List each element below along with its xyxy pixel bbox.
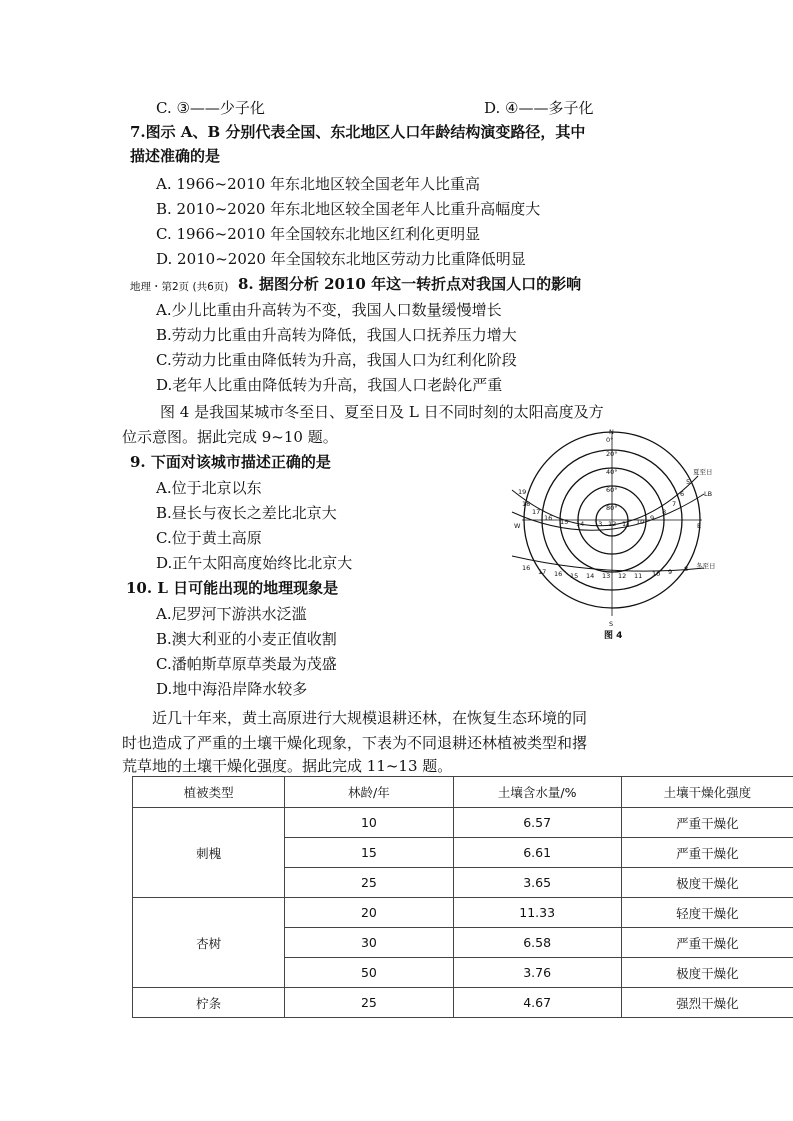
hour-label: 8 bbox=[662, 508, 667, 516]
moisture-cell: 3.65 bbox=[453, 868, 621, 898]
hour-label: 16 bbox=[522, 564, 531, 572]
vegetation-type-cell: 柠条 bbox=[133, 988, 285, 1018]
q10-stem: 10. L 日可能出现的地理现象是 bbox=[126, 579, 339, 597]
age-cell: 30 bbox=[285, 928, 453, 958]
q10-option-d: D.地中海沿岸降水较多 bbox=[156, 680, 308, 698]
q8-option-a: A.少儿比重由升高转为不变，我国人口数量缓慢增长 bbox=[156, 301, 502, 319]
hour-label: 15 bbox=[570, 572, 579, 580]
moisture-cell: 11.33 bbox=[453, 898, 621, 928]
age-cell: 50 bbox=[285, 958, 453, 988]
header-drying-intensity: 土壤干燥化强度 bbox=[621, 777, 793, 808]
moisture-cell: 6.57 bbox=[453, 808, 621, 838]
hour-label: 12 bbox=[608, 520, 617, 528]
hour-label: 5 bbox=[686, 478, 691, 486]
hour-label: 9 bbox=[668, 568, 673, 576]
q6-option-c: C. ③——少子化 bbox=[156, 99, 265, 117]
hour-label: 7 bbox=[672, 500, 677, 508]
q9-stem: 9. 下面对该城市描述正确的是 bbox=[130, 453, 331, 471]
moisture-cell: 6.61 bbox=[453, 838, 621, 868]
altitude-label-80: 80° bbox=[606, 504, 618, 512]
hour-label: 14 bbox=[576, 520, 585, 528]
q9-option-a: A.位于北京以东 bbox=[156, 479, 262, 497]
altitude-label-0: 0° bbox=[606, 436, 614, 444]
q10-option-a: A.尼罗河下游洪水泛滥 bbox=[156, 605, 307, 623]
altitude-label-40: 40° bbox=[606, 468, 618, 476]
q7-option-a: A. 1966~2010 年东北地区较全国老年人比重高 bbox=[156, 175, 481, 193]
east-label: E bbox=[697, 522, 702, 530]
winter-solstice-label: 冬至日 bbox=[696, 562, 716, 570]
intensity-cell: 严重干燥化 bbox=[621, 928, 793, 958]
hour-label: 17 bbox=[532, 508, 541, 516]
l-day-label: LB bbox=[704, 490, 713, 498]
table-row bbox=[133, 808, 793, 838]
hour-label: 11 bbox=[634, 572, 643, 580]
age-cell: 20 bbox=[285, 898, 453, 928]
hour-label: 16 bbox=[554, 570, 563, 578]
hour-label: 6 bbox=[680, 490, 685, 498]
vegetation-type-cell: 杏树 bbox=[133, 898, 285, 988]
age-cell: 10 bbox=[285, 808, 453, 838]
hour-label: 14 bbox=[586, 572, 595, 580]
q10-option-c: C.潘帕斯草原草类最为茂盛 bbox=[156, 655, 337, 673]
hour-label: 12 bbox=[618, 572, 627, 580]
altitude-label-60: 60° bbox=[606, 486, 618, 494]
altitude-label-20: 20° bbox=[606, 450, 618, 458]
table-row bbox=[133, 898, 793, 928]
hour-label: 17 bbox=[538, 568, 547, 576]
page-footer-note: 地理・第2页 (共6页) bbox=[130, 281, 229, 293]
q8-option-c: C.劳动力比重由降低转为升高，我国人口为红利化阶段 bbox=[156, 351, 517, 369]
q8-stem: 8. 据图分析 2010 年这一转折点对我国人口的影响 bbox=[238, 275, 582, 293]
hour-label: 9 bbox=[650, 514, 655, 522]
intro-9-line1: 图 4 是我国某城市冬至日、夏至日及 L 日不同时刻的太阳高度及方 bbox=[160, 403, 604, 421]
hour-label: 19 bbox=[518, 488, 527, 496]
hour-label: 18 bbox=[522, 500, 531, 508]
q7-option-c: C. 1966~2010 年全国较东北地区红利化更明显 bbox=[156, 225, 481, 243]
hour-label: 13 bbox=[602, 572, 611, 580]
figure-caption: 图 4 bbox=[604, 631, 623, 641]
intensity-cell: 轻度干燥化 bbox=[621, 898, 793, 928]
hour-label: 10 bbox=[652, 570, 661, 578]
hour-label: 10 bbox=[636, 518, 645, 526]
intensity-cell: 严重干燥化 bbox=[621, 838, 793, 868]
q9-option-c: C.位于黄土高原 bbox=[156, 529, 262, 547]
age-cell: 25 bbox=[285, 988, 453, 1018]
summer-solstice-path bbox=[512, 476, 698, 526]
summer-solstice-label: 夏至日 bbox=[693, 468, 713, 476]
hour-label: 8 bbox=[684, 565, 689, 573]
hour-label: 11 bbox=[622, 520, 631, 528]
vegetation-type-cell: 刺槐 bbox=[133, 808, 285, 898]
table-header-row bbox=[133, 777, 793, 808]
age-cell: 15 bbox=[285, 838, 453, 868]
age-cell: 25 bbox=[285, 868, 453, 898]
moisture-cell: 4.67 bbox=[453, 988, 621, 1018]
header-soil-moisture: 土壤含水量/% bbox=[453, 777, 621, 808]
hour-label: 16 bbox=[544, 514, 553, 522]
moisture-cell: 6.58 bbox=[453, 928, 621, 958]
hour-label: 13 bbox=[594, 520, 603, 528]
north-label: N bbox=[609, 428, 614, 436]
q8-option-d: D.老年人比重由降低转为升高，我国人口老龄化严重 bbox=[156, 376, 503, 394]
west-label: W bbox=[514, 522, 521, 530]
q9-option-b: B.昼长与夜长之差比北京大 bbox=[156, 504, 337, 522]
soil-drying-table bbox=[132, 776, 793, 1018]
intro-9-line2: 位示意图。据此完成 9~10 题。 bbox=[122, 428, 338, 446]
intensity-cell: 强烈干燥化 bbox=[621, 988, 793, 1018]
intro-11-line1: 近几十年来，黄土高原进行大规模退耕还林，在恢复生态环境的同 bbox=[152, 709, 588, 727]
south-label: S bbox=[609, 620, 614, 628]
hour-label: 15 bbox=[560, 518, 569, 526]
header-forest-age: 林龄/年 bbox=[285, 777, 453, 808]
q6-option-d: D. ④——多子化 bbox=[484, 99, 594, 117]
q7-stem-line2: 描述准确的是 bbox=[130, 147, 221, 165]
intensity-cell: 严重干燥化 bbox=[621, 808, 793, 838]
q10-option-b: B.澳大利亚的小麦正值收割 bbox=[156, 630, 337, 648]
table-row bbox=[133, 988, 793, 1018]
sun-altitude-diagram bbox=[508, 428, 718, 650]
q8-option-b: B.劳动力比重由升高转为降低，我国人口抚养压力增大 bbox=[156, 326, 517, 344]
intensity-cell: 极度干燥化 bbox=[621, 958, 793, 988]
moisture-cell: 3.76 bbox=[453, 958, 621, 988]
q9-option-d: D.正午太阳高度始终比北京大 bbox=[156, 554, 353, 572]
intro-11-line2: 时也造成了严重的土壤干燥化现象，下表为不同退耕还林植被类型和撂 bbox=[122, 734, 588, 752]
q7-stem-line1: 7.图示 A、B 分别代表全国、东北地区人口年龄结构演变路径，其中 bbox=[130, 123, 586, 141]
q7-option-b: B. 2010~2020 年东北地区较全国老年人比重升高幅度大 bbox=[156, 200, 541, 218]
header-vegetation-type: 植被类型 bbox=[133, 777, 285, 808]
intensity-cell: 极度干燥化 bbox=[621, 868, 793, 898]
intro-11-line3: 荒草地的土壤干燥化强度。据此完成 11~13 题。 bbox=[122, 757, 453, 775]
q7-option-d: D. 2010~2020 年全国较东北地区劳动力比重降低明显 bbox=[156, 250, 526, 268]
winter-hour-labels bbox=[522, 564, 688, 580]
